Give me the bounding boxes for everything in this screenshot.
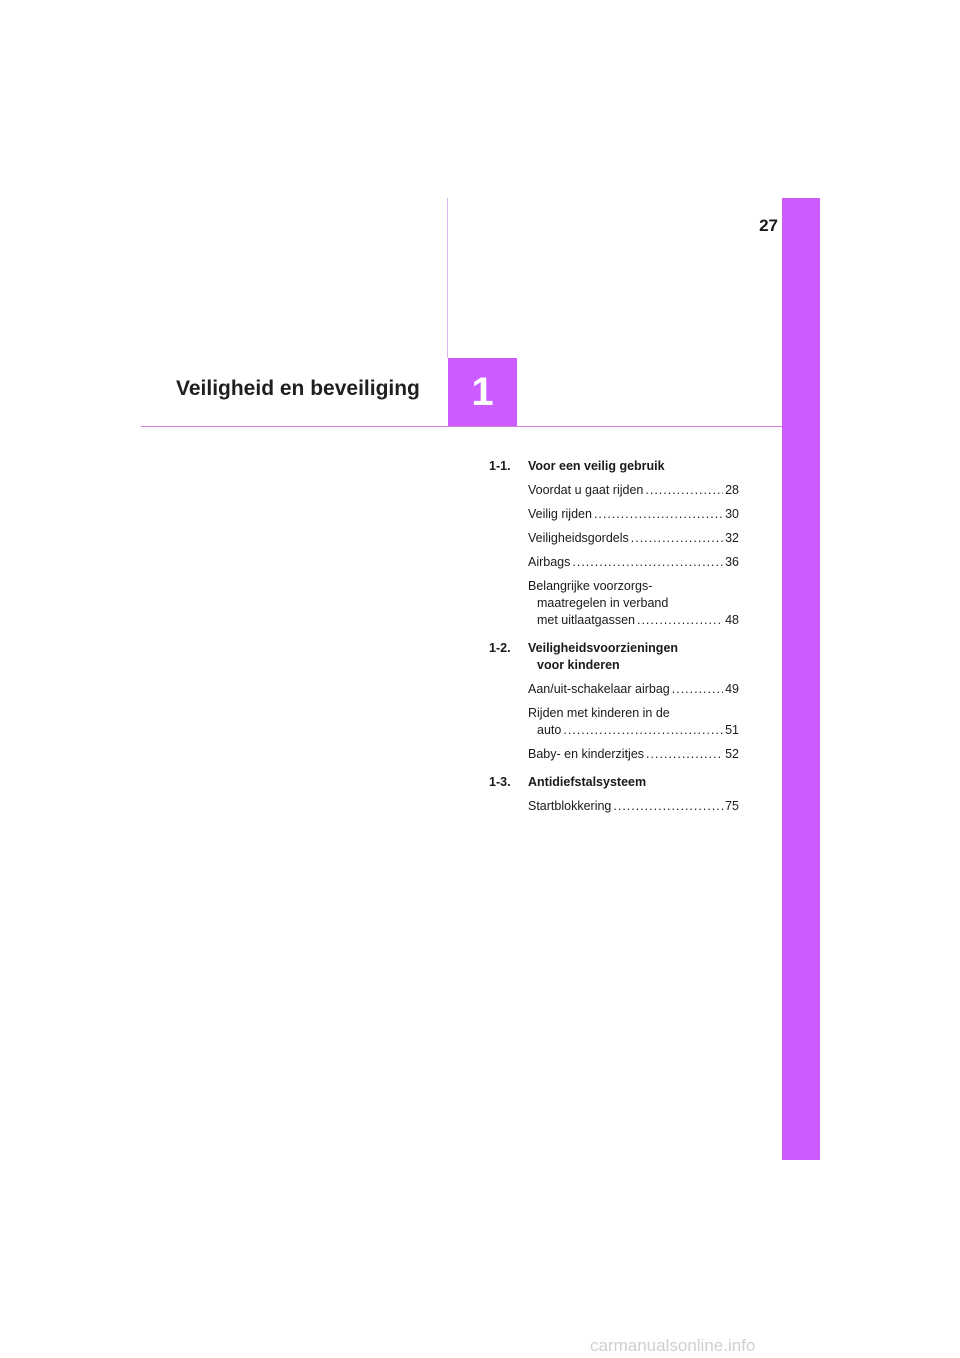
- toc-section-title: Voor een veilig gebruik: [528, 459, 665, 473]
- toc-section-title: Antidiefstalsysteem: [528, 775, 647, 789]
- toc-entry-label: maatregelen in verband: [537, 596, 669, 610]
- toc-entry-page: 36: [725, 555, 739, 569]
- toc-entry-label: Aan/uit-schakelaar airbag: [528, 682, 670, 696]
- toc-entry-label: Baby- en kinderzitjes: [528, 747, 645, 761]
- toc-entry[interactable]: [489, 746, 739, 763]
- toc-section-heading[interactable]: [489, 640, 739, 674]
- toc-entry-label: Veilig rijden: [528, 507, 592, 521]
- toc-entry-label: Rijden met kinderen in de: [528, 706, 670, 720]
- dot-leader: [594, 506, 723, 523]
- page-number: 27: [759, 216, 778, 235]
- toc-entry-page: 32: [725, 531, 739, 545]
- toc-entry-label: Startblokkering: [528, 799, 612, 813]
- toc-entry-label: Voordat u gaat rijden: [528, 483, 644, 497]
- toc-entry-page: 51: [725, 723, 739, 737]
- chapter-side-tab: [782, 198, 820, 1160]
- toc-entry-label: auto: [537, 723, 562, 737]
- toc-entry[interactable]: [489, 578, 739, 629]
- toc-entry[interactable]: [489, 482, 739, 499]
- watermark-footer: carmanualsonline.info: [590, 1336, 756, 1355]
- toc-entry[interactable]: [489, 798, 739, 815]
- toc-entry-page: 52: [725, 747, 739, 761]
- toc-entry-label: Veiligheidsgordels: [528, 531, 629, 545]
- chapter-title: Veiligheid en beveiliging: [176, 377, 420, 400]
- toc-entry-label: met uitlaatgassen: [537, 613, 635, 627]
- chapter-number-box: [448, 358, 517, 426]
- toc-entry-page: 49: [725, 682, 739, 696]
- dot-leader: [637, 612, 723, 629]
- toc-section-title: Veiligheidsvoorzieningen voor kinderen: [528, 641, 679, 672]
- toc-section-number: 1-3.: [489, 775, 511, 789]
- dot-leader: [572, 554, 723, 571]
- toc-section-number: 1-2.: [489, 641, 511, 655]
- dot-leader: [672, 681, 723, 698]
- dot-leader: [645, 482, 723, 499]
- divider-horizontal: [141, 426, 782, 427]
- toc-entry[interactable]: [489, 705, 739, 739]
- dot-leader: [563, 722, 723, 739]
- toc-section-heading[interactable]: [489, 458, 739, 475]
- toc-section-number: 1-1.: [489, 459, 511, 473]
- toc-entry-page: 75: [725, 799, 739, 813]
- dot-leader: [646, 746, 723, 763]
- toc-entry[interactable]: [489, 554, 739, 571]
- toc-section-heading[interactable]: [489, 774, 739, 791]
- toc-entry-page: 30: [725, 507, 739, 521]
- toc-entry[interactable]: [489, 506, 739, 523]
- divider-vertical: [447, 198, 448, 358]
- dot-leader: [613, 798, 723, 815]
- toc-entry-page: 28: [725, 483, 739, 497]
- dot-leader: [631, 530, 723, 547]
- toc-entry-page: 48: [725, 613, 739, 627]
- chapter-number: 1: [471, 369, 494, 414]
- toc-entry[interactable]: [489, 530, 739, 547]
- toc-entry[interactable]: [489, 681, 739, 698]
- toc-entry-label: Airbags: [528, 555, 571, 569]
- table-of-contents: [489, 458, 739, 815]
- toc-entry-label: Belangrijke voorzorgs-: [528, 579, 653, 593]
